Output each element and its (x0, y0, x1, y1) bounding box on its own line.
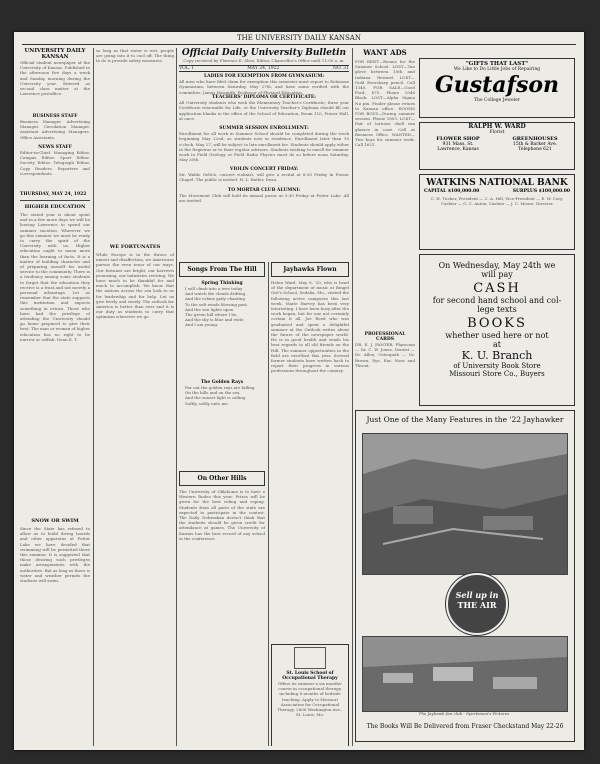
column-1 (20, 48, 90, 746)
gustafson-tagline: "GIFTS THAT LAST" (465, 61, 529, 67)
bulletin-item-4-body: Mr. Waldo Geltch, concert violinist, will give a recital at 8:30 Friday in Fraser Chapel. The public is invited. H. L. Butler, Dean. (179, 172, 349, 183)
bookstore-line-5: whether used here or not (445, 331, 549, 340)
bulletin-title: Official Daily University Bulletin (181, 48, 347, 58)
news-staff-list: Editor-in-Chief. Managing Editor. Campus Editor. Sport Editor. Society Editor. Telegraph Editor. Copy Readers. Reporters and correspondents. (20, 150, 90, 176)
jayhawker-title: Just One of the Many Features in the '22 Jayhawker (366, 415, 564, 424)
bookstore-books: BOOKS (467, 316, 527, 331)
gustafson-small: The College Jeweler (474, 98, 520, 103)
bookstore-buyers: Missouri Store Co., Buyers (449, 370, 545, 378)
bookstore-at: at (493, 340, 501, 349)
masthead-body: Official student newspaper of the University of Kansas. Published in the afternoon five days a week and Sunday morning during the University year. Entered as second class matter at the Lawrence postoffice. (20, 60, 90, 97)
bookstore-name: K. U. Branch (461, 349, 533, 362)
bulletin-date: MAY 24, 1922 (247, 66, 280, 72)
ward-shop (436, 136, 479, 152)
column-rule (176, 48, 177, 746)
column-2 (96, 48, 174, 746)
songs-heading: Songs From The Hill (179, 262, 265, 277)
date-line: THURSDAY, MAY 24, 1922 (20, 192, 87, 197)
bank-figures (420, 188, 574, 195)
jayhawks-heading: Jayhawks Flown (271, 262, 349, 277)
bookstore-line-4: lege texts (477, 305, 517, 314)
bank-officers: C. H. Tucker, President — C. A. Hill, Vice-President — E. W. Cory, Cashier — O. C. Anton, Cashier — J. C. Moore, Director (430, 196, 564, 207)
want-ads-body: FOR RENT—Rooms for the Summer School. LOST—Tan glove between 10th and Indiana. Reward. LOST—Gold Eversharp pencil. Call 1340. FOR SALE—Good Ford, $75. Phone 2046 Black. LOST—Alpha Sigma Nu pin. Finder please return to Kansan office. ROOMS FOR BOYS—During summer session. Phone 1803. LOST—Pair of tortoise shell rim glasses in case. Call at Business Office. WANTED—Two boys for summer work. Call 1621. (355, 59, 415, 148)
bulletin-item-3-heading: SUMMER SESSION ENROLLMENT: (219, 126, 309, 132)
we-fortunates-heading: WE FORTUNATES (109, 244, 161, 250)
bulletin-item-2-heading: TEACHERS' DIPLOMA OR CERTIFICATE: (212, 95, 316, 101)
jayhawks-body: Helen Ward, May 9, '20, who is head of the department of music at Ringel Girl's School, Sedalia, Mo., visited the following active campuses this last week. Marie Harvey has been very interesting. I have been busy after the work began, but for one not certainly certain it all. Joe Reed who was graduated and spent a delightful summer at the Outlook writes about the future of the newspaper world. He is in good health and sends his best regards to all old friends on the Hill. The summer opportunities in the field are excellent this year. Several former students have written back to report their progress in various professions throughout the country. (271, 280, 349, 374)
ward-name: RALPH W. WARD (468, 123, 526, 130)
bulletin-item-5-body: The Movement Club will hold its annual picnic at 5:30 Friday at Potter Lake. All are invited. (179, 193, 349, 204)
bulletin-no: NO. 31 (333, 66, 349, 72)
bulletin-subtitle: Copy received by Florence E. Slise, Editor, Chancellor's Office until 11:00 a. m. (183, 58, 345, 63)
jayhawker-footer: The Books Will Be Delivered from Fraser Checkstand May 22-26 (366, 723, 564, 730)
column-2-top-body: so long as that water is wet, people are going into it to cool off. The thing to do is provide safety measures. (96, 48, 174, 64)
professional-cards-heading: PROFESSIONAL CARDS (364, 332, 406, 342)
ward-greenhouses-heading: GREENHOUSES (512, 136, 558, 142)
bulletin-item-4-heading: VIOLIN CONCERT FRIDAY: (229, 167, 299, 173)
higher-education-heading: HIGHER EDUCATION (24, 204, 86, 210)
news-staff-heading: NEWS STAFF (38, 145, 72, 150)
poem-title: Spring Thinking (201, 281, 243, 286)
ward-florist-ad (419, 122, 575, 170)
professional-cards-body: DR. E. J. PANTER, Physician — Dr. C. W. Jones, Dentist — Dr. Allen, Osteopath — Dr. Brown, Eye, Ear, Nose and Throat. (355, 342, 415, 368)
bookstore-line-2: will pay (481, 270, 513, 279)
school-ad (271, 644, 349, 746)
bulletin-item-1-body: All men who have filed claim for exemption this semester must report to Robinson Gymnasium, between Saturday, May 27th, and have same verified with the committee. James Naismith, Professor of Physical Education. (179, 79, 349, 95)
bulletin-dateline (179, 65, 349, 72)
column-4 (271, 262, 349, 746)
other-hills-body: The University of Oklahoma is to have a Western Rodeo this year. Prizes will be given for the best riding and roping. Students from all parts of the state are expected to participate in the contest. The Daily Nebraskan doesn't think that the students should be given credit for attendance at games. The University of Kansas has the best record of any school in the conference. (179, 489, 265, 541)
bank-name: WATKINS NATIONAL BANK (426, 178, 568, 188)
bulletin-item-1-heading: LADIES FOR EXEMPTION FROM GYMNASIUM: (203, 74, 325, 80)
ward-greenhouses-address: 15th & Barker Ave. Telephone 621 (512, 142, 558, 152)
bookstore-ad (419, 254, 575, 406)
we-fortunates-body: While Europe is in the throes of unrest and disaffection, we Americans pursue the even tenor of our ways. Our fortunes are bright, our harvests promising, our industries reviving. We have much to be thankful for and much to accomplish. We know that the nations across the sea look to us for leadership and for help. Let us give freely and wisely. The outlook for America is better than ever and it is our duty as students to carry that optimism wherever we go. (96, 252, 174, 320)
snow-or-swim-heading: SNOW OR SWIM (31, 518, 79, 524)
bulletin-item-5-heading: TO MORTAR CLUB ALUMNI: (227, 188, 301, 194)
ward-shop-address: 931 Mass. St. Lawrence, Kansas (437, 142, 479, 152)
poem-body: I will climb into a tree today And watch the clouds drifting And the robins gaily chanting To the soft winds blowing past. And the sun lights upon The green hill where I lie, And the sky is blue and wide, And I am young. (185, 286, 249, 328)
masthead-title: UNIVERSITY DAILY KANSAN (24, 48, 86, 60)
photo-caption: The Jayhawk fan club - Sportsman's Pictures (418, 711, 510, 716)
poem-2-body: Far out the golden rays are falling On the hills and on the sea, And the sunset light is calling Softly, softly unto me. (185, 385, 255, 406)
column-rule (93, 48, 94, 746)
column-rule (268, 262, 269, 746)
sell-up-badge (446, 573, 508, 635)
badge-line-2: THE AIR (457, 600, 497, 610)
ward-greenhouses (512, 136, 557, 152)
bank-surplus: SURPLUS $100,000.00 (512, 189, 570, 194)
bookstore-cash: CASH (473, 281, 521, 296)
rule (20, 200, 90, 201)
watkins-bank-ad (419, 174, 575, 250)
bookstore-sub: of University Book Store (453, 362, 541, 370)
want-ads-heading: WANT ADS (363, 48, 407, 57)
ward-shop-heading: FLOWER SHOP (436, 136, 480, 142)
bulletin-item-3-body: Enrollment for all work in Summer School should be completed during the week beginning May 22nd, as students now in residence. Enrollment later than 10 o'clock, May 27, will be subject to late enrollment fee. Students should apply either to the Registrar or to their regular advisers. Students wishing to enroll for summer work in Field Geology or Field Radio Physics must do so before noon Saturday, May 20th. (179, 131, 349, 163)
jayhawker-photo-image (363, 434, 567, 574)
bulletin-vol: VOL. I (179, 66, 194, 72)
column-rule (352, 48, 353, 746)
bulletin-item-2-body: All University students who wish the Elementary Teacher's Certificate, three year Certificate renewable for Life, or the University Teacher's Diploma should fill out application blanks in the office of the School of Education, Room 110, Fraser Hall, at once. (179, 100, 349, 121)
page-header: THE UNIVERSITY DAILY KANSAN (237, 34, 361, 42)
gustafson-ad (419, 58, 575, 118)
higher-education-body: The stated year is about spent and in a few more days we will be leaving Lawrence to spend our summer vacation. Wherever we go this summer we must be ready to carry the spirit of the University with us. Higher education ought to mean more than the learning of facts. It is a matter of building character and of preparing oneself for useful service to the community. There is a tendency among some students to forget that the education they receive is a trust and not merely a personal advantage. Let us remember that the state supports this institution and expects something in return. Those who have had the privilege of attending the University should go home prepared to give their best. The man or woman of higher education has no right to be narrow or selfish. Dean E. T. (20, 212, 90, 342)
school-body: Offers its summer a six months' course in occupational therapy, including 8 months of bedside teaching. Apply to Missouri Association for Occupational Therapy, 2608 Washington Ave., St. Louis, Mo. (277, 681, 343, 718)
other-hills-heading: On Other Hills (179, 471, 265, 486)
jayhawker-photo (362, 433, 568, 575)
business-staff-heading: BUSINESS STAFF (32, 114, 78, 119)
aerial-photo-image (363, 637, 567, 711)
column-3 (179, 262, 265, 746)
badge-line-1: Sell up in (455, 590, 499, 600)
ward-locations (420, 136, 574, 152)
bookstore-line-1: On Wednesday, May 24th we (438, 261, 556, 270)
gustafson-name: Gustafson (434, 72, 560, 98)
bookstore-line-3: for second hand school and col- (432, 296, 562, 305)
bank-capital: CAPITAL $100,000.00 (424, 189, 480, 194)
university-bulletin (179, 48, 349, 258)
jayhawker-aerial-photo (362, 636, 568, 712)
snow-or-swim-body: Since the State has refused to allow us to build diving boards and other apparatus at Potter Lake we have decided that swimming will be permitted there this summer. It is suggested that those desiring such privileges make arrangements with the authorities. But as long as there is water and weather permits the students will swim. (20, 526, 90, 584)
newspaper-page (14, 32, 584, 750)
business-staff-list: Business Manager. Advertising Manager. Circulation Manager. Assistant Advertising Managers. Office Assistants. (20, 119, 90, 140)
school-title: St. Louis School of Occupational Therapy (282, 671, 338, 681)
poem-2-title: The Golden Rays (200, 380, 244, 385)
header-rule (22, 44, 576, 45)
jayhawker-ad (355, 410, 575, 742)
gustafson-sub: We Like to Do Little Jobs of Repairing (453, 67, 541, 72)
ward-role: Florist (489, 130, 505, 135)
school-emblem-icon (294, 647, 326, 669)
